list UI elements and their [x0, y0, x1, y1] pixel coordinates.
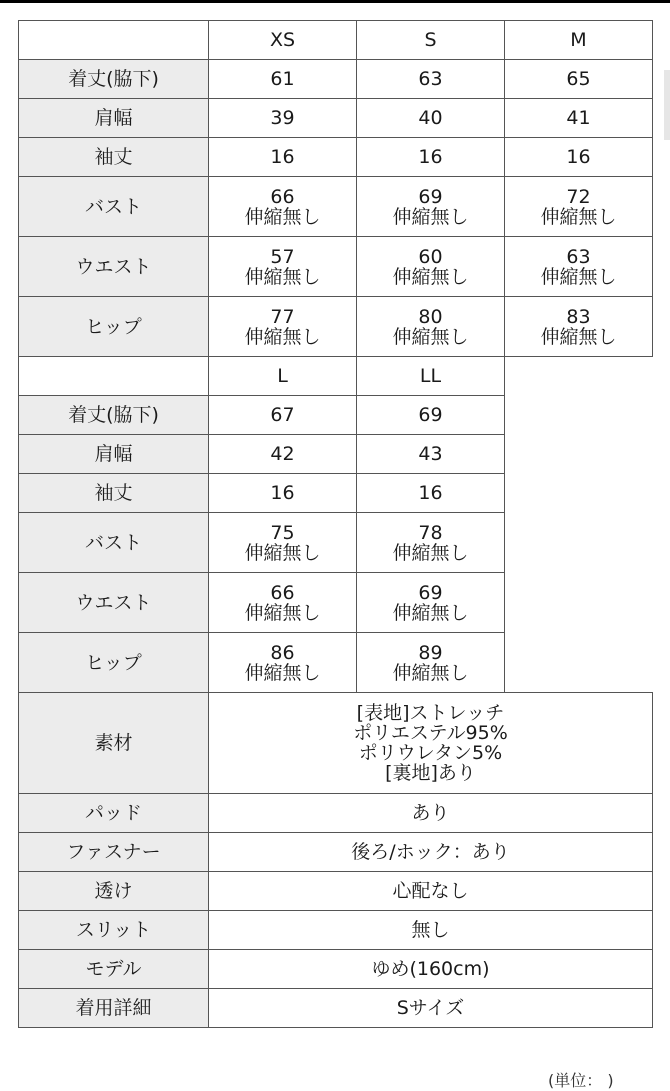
size-header-row — [19, 21, 653, 60]
label-model: モデル — [19, 950, 209, 989]
value: 72 — [566, 185, 591, 208]
label-bust: バスト — [19, 177, 209, 237]
stretch-note: 伸縮無し — [392, 541, 469, 564]
value-cell: 16 — [209, 138, 357, 177]
stretch-note: 伸縮無し — [540, 325, 617, 348]
value-cell: 41 — [505, 99, 653, 138]
blank-cell — [505, 435, 653, 474]
row-sleeve — [19, 138, 653, 177]
stretch-note: 伸縮無し — [244, 205, 321, 228]
value-cell: 63 — [357, 60, 505, 99]
stretch-note: 伸縮無し — [244, 265, 321, 288]
stretch-note: 伸縮無し — [392, 265, 469, 288]
label-sleeve: 袖丈 — [19, 138, 209, 177]
stretch-note: 伸縮無し — [244, 601, 321, 624]
size-xs: XS — [209, 21, 357, 60]
value: 75 — [270, 521, 295, 544]
value-cell — [209, 513, 357, 573]
value: 63 — [566, 245, 591, 268]
stretch-note: 伸縮無し — [392, 601, 469, 624]
value: 69 — [418, 581, 443, 604]
label-waist: ウエスト — [19, 573, 209, 633]
pad-value: あり — [209, 794, 653, 833]
value-cell — [357, 633, 505, 693]
material-line: [裏地]あり — [385, 762, 476, 784]
material-line: [表地]ストレッチ — [356, 702, 505, 724]
value-cell: 65 — [505, 60, 653, 99]
value-cell — [505, 177, 653, 237]
value: 69 — [418, 185, 443, 208]
stretch-note: 伸縮無し — [244, 541, 321, 564]
value: 86 — [270, 641, 295, 664]
sheer-value: 心配なし — [209, 872, 653, 911]
label-shoulder: 肩幅 — [19, 99, 209, 138]
row-shoulder — [19, 99, 653, 138]
label-fastener: ファスナー — [19, 833, 209, 872]
label-length: 着丈(脇下) — [19, 396, 209, 435]
label-slit: スリット — [19, 911, 209, 950]
slit-value: 無し — [209, 911, 653, 950]
value-cell — [505, 237, 653, 297]
row-length — [19, 396, 653, 435]
fastener-value: 後ろ/ホック：あり — [209, 833, 653, 872]
value: 80 — [418, 305, 443, 328]
value: 66 — [270, 581, 295, 604]
blank-cell — [505, 396, 653, 435]
top-border-line — [0, 0, 670, 3]
value-cell — [357, 297, 505, 357]
value: 77 — [270, 305, 295, 328]
row-slit — [19, 911, 653, 950]
blank-cell — [505, 633, 653, 693]
value-cell — [209, 177, 357, 237]
row-waist — [19, 573, 653, 633]
label-sheer: 透け — [19, 872, 209, 911]
blank-cell — [505, 513, 653, 573]
size-chart-table — [18, 20, 653, 1028]
value-cell — [357, 513, 505, 573]
row-model — [19, 950, 653, 989]
stretch-note: 伸縮無し — [244, 325, 321, 348]
stretch-note: 伸縮無し — [392, 661, 469, 684]
row-sleeve — [19, 474, 653, 513]
size-ll: LL — [357, 357, 505, 396]
size-header-row — [19, 357, 653, 396]
value-cell: 61 — [209, 60, 357, 99]
value-cell: 69 — [357, 396, 505, 435]
model-value: ゆめ(160cm) — [209, 950, 653, 989]
row-fastener — [19, 833, 653, 872]
row-hip — [19, 633, 653, 693]
value-cell — [505, 297, 653, 357]
value-cell: 16 — [357, 138, 505, 177]
value: 60 — [418, 245, 443, 268]
scroll-edge — [664, 70, 670, 140]
value-cell — [357, 237, 505, 297]
row-bust — [19, 177, 653, 237]
value-cell — [357, 177, 505, 237]
value-cell — [357, 573, 505, 633]
value-cell: 16 — [357, 474, 505, 513]
value: 89 — [418, 641, 443, 664]
stretch-note: 伸縮無し — [540, 265, 617, 288]
value: 78 — [418, 521, 443, 544]
size-s: S — [357, 21, 505, 60]
wearing-value: Sサイズ — [209, 989, 653, 1028]
material-line: ポリエステル95% — [353, 722, 508, 744]
label-waist: ウエスト — [19, 237, 209, 297]
value: 66 — [270, 185, 295, 208]
material-value — [209, 693, 653, 794]
label-shoulder: 肩幅 — [19, 435, 209, 474]
label-wearing: 着用詳細 — [19, 989, 209, 1028]
row-hip — [19, 297, 653, 357]
value-cell — [209, 633, 357, 693]
row-waist — [19, 237, 653, 297]
value-cell: 67 — [209, 396, 357, 435]
value: 57 — [270, 245, 295, 268]
row-shoulder — [19, 435, 653, 474]
blank-cell — [505, 474, 653, 513]
label-bust: バスト — [19, 513, 209, 573]
row-length — [19, 60, 653, 99]
value: 83 — [566, 305, 591, 328]
value-cell — [209, 297, 357, 357]
blank-cell — [505, 573, 653, 633]
label-material: 素材 — [19, 693, 209, 794]
label-length: 着丈(脇下) — [19, 60, 209, 99]
value-cell — [209, 237, 357, 297]
stretch-note: 伸縮無し — [392, 325, 469, 348]
unit-note: (単位： ) — [548, 1071, 614, 1090]
label-sleeve: 袖丈 — [19, 474, 209, 513]
value-cell: 16 — [209, 474, 357, 513]
corner-cell — [19, 21, 209, 60]
stretch-note: 伸縮無し — [244, 661, 321, 684]
value-cell: 42 — [209, 435, 357, 474]
value-cell: 16 — [505, 138, 653, 177]
corner-cell — [19, 357, 209, 396]
label-hip: ヒップ — [19, 633, 209, 693]
size-m: M — [505, 21, 653, 60]
value-cell: 40 — [357, 99, 505, 138]
value-cell: 39 — [209, 99, 357, 138]
row-wearing — [19, 989, 653, 1028]
label-hip: ヒップ — [19, 297, 209, 357]
material-line: ポリウレタン5% — [358, 742, 503, 764]
row-bust — [19, 513, 653, 573]
row-pad — [19, 794, 653, 833]
stretch-note: 伸縮無し — [540, 205, 617, 228]
value-cell: 43 — [357, 435, 505, 474]
label-pad: パッド — [19, 794, 209, 833]
value-cell — [209, 573, 357, 633]
row-material — [19, 693, 653, 794]
size-l: L — [209, 357, 357, 396]
stretch-note: 伸縮無し — [392, 205, 469, 228]
blank-cell — [505, 357, 653, 396]
row-sheer — [19, 872, 653, 911]
